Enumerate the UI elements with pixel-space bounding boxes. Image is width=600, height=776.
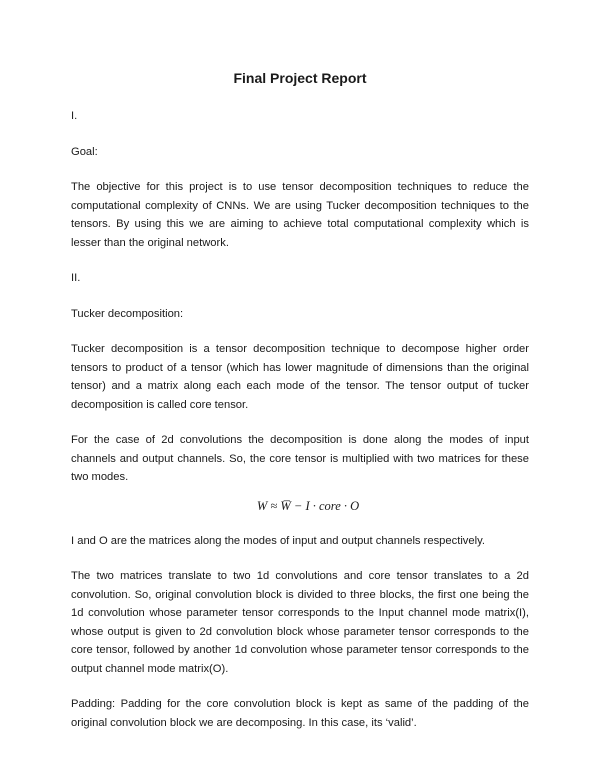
matrices-paragraph: The two matrices translate to two 1d convolutions and core tensor translates to a 2d convolution. So, original convolution block is divided to three blocks, the first one being the 1d convolution whose parameter tensor corresponds to the Input channel mode matrix(I), whose output is given to 2d convolution block whose parameter tensor corresponds to the core tensor, followed by another 1d convolution whose parameter tensor corresponds to the output channel mode matrix(O). — [71, 570, 529, 675]
tucker-equation: W ≈ W̅ − I · core · O — [256, 498, 360, 513]
goal-heading: Goal: — [71, 145, 98, 158]
section-1-marker: I. — [71, 110, 78, 122]
goal-paragraph: The objective for this project is to use tensor decomposition techniques to reduce the computational complexity of CNNs. We are using Tucker decomposition techniques to the tensors. By using this we are aiming to achieve total computational complexity which is lesser than the original network. — [71, 181, 529, 249]
section-2-marker: II. — [71, 272, 81, 284]
tucker-paragraph: Tucker decomposition is a tensor decomposition technique to decompose higher order tensors to product of a tensor (which has lower magnitude of dimensions than the original tensor) and a matrix along each each mode of the tensor. The tensor output of tucker decomposition is called core tensor. — [71, 343, 529, 411]
tucker-heading: Tucker decomposition: — [71, 307, 184, 320]
document-body — [71, 107, 529, 749]
io-paragraph: I and O are the matrices along the modes of input and output channels respectively. — [71, 534, 485, 547]
padding-paragraph: Padding: Padding for the core convolution block is kept as same of the padding of the original convolution block we are decomposing. In this case, its ‘valid’. — [71, 698, 529, 729]
conv2d-paragraph: For the case of 2d convolutions the decomposition is done along the modes of input channels and output channels. So, the core tensor is multiplied with two matrices for these two modes. — [71, 434, 529, 483]
document-title: Final Project Report — [233, 70, 367, 86]
